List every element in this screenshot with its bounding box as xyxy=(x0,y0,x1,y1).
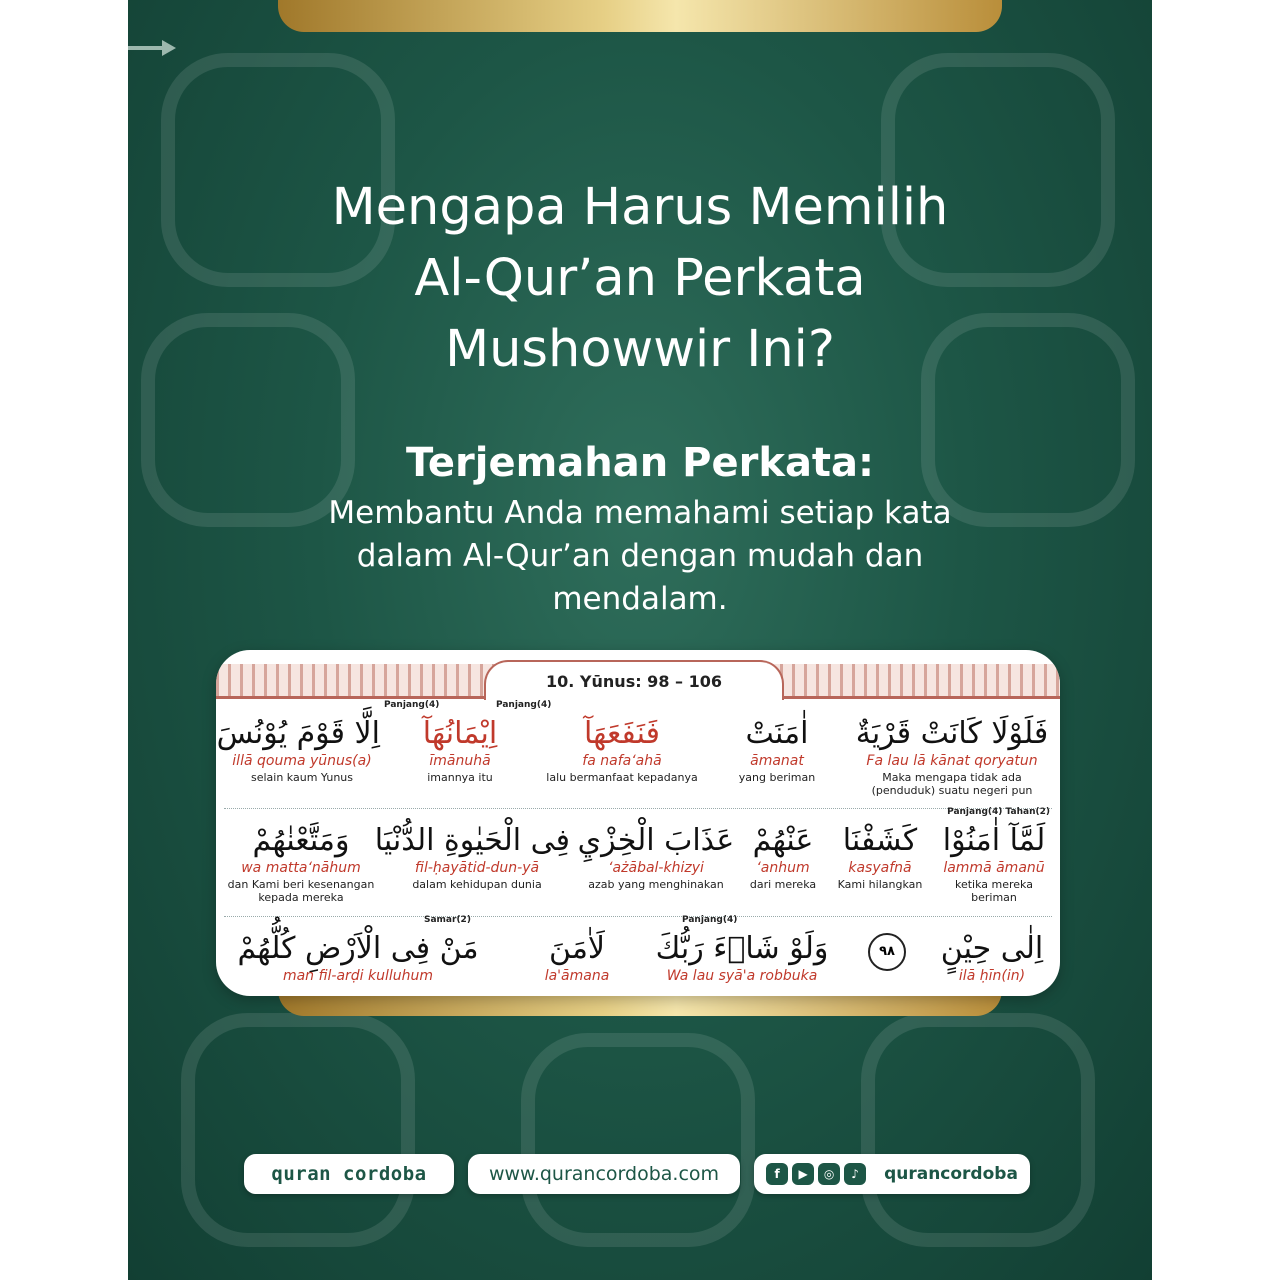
feature-heading: Terjemahan Perkata: xyxy=(405,440,875,486)
word-cell xyxy=(374,809,570,915)
instagram-icon[interactable]: ◎ xyxy=(818,1163,840,1185)
arabic-word: وَلَوْ شَاۤءَ رَبُّكَ xyxy=(655,931,829,966)
arabic-word: اٰمَنَتْ xyxy=(745,716,809,751)
top-gold-ribbon xyxy=(278,0,1002,32)
word-meaning: dan Kami beri kesenangan kepada mereka xyxy=(227,878,375,904)
arabic-word: لَمَّآ اٰمَنُوْا xyxy=(942,823,1046,858)
ayah-number-cell xyxy=(852,917,922,996)
transliteration: fa nafa‘ahā xyxy=(582,753,662,769)
arabic-word: اِلٰى حِيْنٍ xyxy=(940,931,1044,966)
transliteration: la'āmana xyxy=(544,968,610,984)
transliteration: āmanat xyxy=(750,753,804,769)
transliteration: lammā āmanū xyxy=(943,860,1045,876)
right-margin xyxy=(1152,0,1280,1280)
word-meaning: ketika mereka beriman xyxy=(955,878,1033,904)
word-cell xyxy=(932,917,1052,996)
transliteration: Wa lau syā'a robbuka xyxy=(666,968,818,984)
word-cell xyxy=(224,809,378,915)
word-cell xyxy=(216,702,380,806)
arabic-word: فَنَفَعَهَآ xyxy=(583,716,660,751)
word-cell xyxy=(224,917,492,996)
transliteration: ‘anhum xyxy=(756,860,810,876)
transliteration: man fil-arḍi kulluhum xyxy=(282,968,434,984)
word-meaning: dari mereka xyxy=(749,878,817,891)
arabic-word: فَلَوْلَا كَانَتْ قَرْيَةٌ xyxy=(855,716,1049,751)
arrow-right-icon xyxy=(128,38,176,58)
brand-logo-text: quran cordoba xyxy=(271,1163,427,1185)
transliteration: īmānuhā xyxy=(429,753,491,769)
arabic-word: كَشَفْنَا xyxy=(842,823,918,858)
word-cell xyxy=(522,917,632,996)
tajweed-tag: Panjang(4) xyxy=(496,700,552,710)
arabic-word: مَنْ فِى الْاَرْضِ كُلُّهُمْ xyxy=(237,931,479,966)
verse-row-1 xyxy=(216,700,1052,806)
brand-pill[interactable] xyxy=(244,1154,454,1194)
transliteration: wa matta‘nāhum xyxy=(241,860,361,876)
word-meaning: dalam kehidupan dunia xyxy=(412,878,542,891)
word-cell xyxy=(642,917,842,996)
website-link[interactable]: www.qurancordoba.com xyxy=(488,1163,720,1185)
word-cell xyxy=(714,702,840,806)
arabic-word: وَمَتَّعْنٰهُمْ xyxy=(252,823,350,858)
transliteration: ‘ażābal-khizyi xyxy=(608,860,704,876)
word-meaning: lalu bermanfaat kepadanya xyxy=(546,771,698,784)
word-meaning: azab yang menghinakan xyxy=(588,878,724,891)
word-cell xyxy=(852,702,1052,806)
word-cell xyxy=(384,700,530,806)
verse-row-2 xyxy=(224,808,1052,915)
surah-header: 10. Yūnus: 98 – 106 xyxy=(484,660,784,700)
ayah-number-badge: ٩٨ xyxy=(868,933,906,971)
facebook-icon[interactable]: f xyxy=(766,1163,788,1185)
tajweed-tag: Panjang(4) Tahan(2) xyxy=(947,807,1050,817)
website-pill[interactable] xyxy=(468,1154,740,1194)
page-title: Mengapa Harus Memilih Al-Qur’an Perkata Mushowwir Ini? xyxy=(331,178,949,379)
social-pill[interactable] xyxy=(754,1154,1030,1194)
word-meaning: selain kaum Yunus xyxy=(250,771,354,784)
youtube-icon[interactable]: ▶ xyxy=(792,1163,814,1185)
word-cell xyxy=(742,809,824,915)
arabic-word: فِى الْحَيٰوةِ الدُّنْيَا xyxy=(374,823,570,858)
transliteration: illā qouma yūnus(a) xyxy=(232,753,372,769)
mushaf-sample-card xyxy=(216,650,1060,996)
arabic-word: اِيْمَانُهَآ xyxy=(422,716,498,751)
word-meaning: yang beriman xyxy=(738,771,816,784)
word-cell xyxy=(576,809,736,915)
arabic-word: عَنْهُمْ xyxy=(752,823,814,858)
left-margin xyxy=(0,0,128,1280)
verse-row-3 xyxy=(224,916,1052,996)
transliteration: ilā ḥīn(in) xyxy=(958,968,1026,984)
tajweed-tag: Panjang(4) xyxy=(682,915,738,925)
word-meaning: Maka mengapa tidak ada (penduduk) suatu negeri pun xyxy=(871,771,1033,797)
word-meaning: imannya itu xyxy=(427,771,493,784)
tajweed-tag: Panjang(4) xyxy=(384,700,440,710)
transliteration: fil-ḥayātid-dun-yā xyxy=(414,860,540,876)
poster-canvas xyxy=(128,0,1152,1280)
word-cell xyxy=(936,809,1052,915)
arabic-word: لَاٰمَنَ xyxy=(548,931,605,966)
word-cell xyxy=(830,809,930,915)
tajweed-tag: Samar(2) xyxy=(424,915,471,925)
tiktok-icon[interactable]: ♪ xyxy=(844,1163,866,1185)
social-handle[interactable]: qurancordoba xyxy=(884,1164,1018,1184)
word-meaning: Kami hilangkan xyxy=(837,878,923,891)
transliteration: kasyafnā xyxy=(848,860,912,876)
feature-description: Membantu Anda memahami setiap kata dalam Al-Qur’an dengan mudah dan mendalam. xyxy=(328,495,952,617)
arabic-word: عَذَابَ الْخِزْيِ xyxy=(577,823,735,858)
arabic-word: اِلَّا قَوْمَ يُوْنُسَ xyxy=(216,716,380,751)
word-cell xyxy=(496,700,702,806)
transliteration: Fa lau lā kānat qoryatun xyxy=(866,753,1038,769)
